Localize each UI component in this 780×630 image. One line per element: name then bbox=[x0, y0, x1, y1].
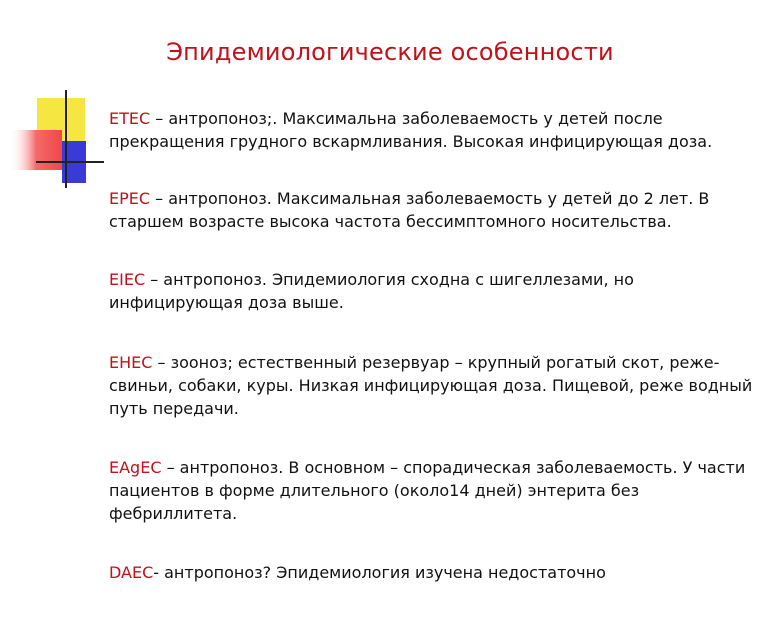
item-text: – антропоноз;. Максимальна заболеваемость у детей после прекращения грудного вскармливания. Высокая инфицирующая доза. bbox=[109, 109, 713, 151]
item-text: - антропоноз? Эпидемиология изучена недостаточно bbox=[153, 563, 606, 582]
item-code: EHEC bbox=[109, 353, 153, 372]
red-square bbox=[10, 130, 62, 170]
item-code: ETEC bbox=[109, 109, 151, 128]
list-item bbox=[109, 351, 769, 420]
item-code: DAEC bbox=[109, 563, 154, 582]
item-text: – антропоноз. Максимальная заболеваемость у детей до 2 лет. В старшем возрасте высока частота бессимптомного носительства. bbox=[109, 189, 710, 231]
slide-title: Эпидемиологические особенности bbox=[166, 38, 614, 66]
item-text: – антропоноз. В основном – спорадическая заболеваемость. У части пациентов в форме длительного (около14 дней) энтерита без фебриллитета. bbox=[109, 458, 746, 523]
item-text: – зооноз; естественный резервуар – крупный рогатый скот, реже- свиньи, собаки, куры. Низкая инфицирующая доза. Пищевой, реже водный путь передачи. bbox=[109, 353, 753, 418]
list-item bbox=[109, 456, 769, 525]
item-code: EPEC bbox=[109, 189, 151, 208]
item-code: EAgEC bbox=[109, 458, 162, 477]
decorative-squares bbox=[0, 0, 110, 200]
list-item bbox=[109, 187, 769, 233]
item-text: – антропоноз. Эпидемиология сходна с шигеллезами, но инфицирующая доза выше. bbox=[109, 270, 634, 312]
list-item bbox=[109, 268, 769, 314]
list-item bbox=[109, 107, 769, 153]
list-item bbox=[109, 561, 769, 584]
item-code: EIEC bbox=[109, 270, 146, 289]
